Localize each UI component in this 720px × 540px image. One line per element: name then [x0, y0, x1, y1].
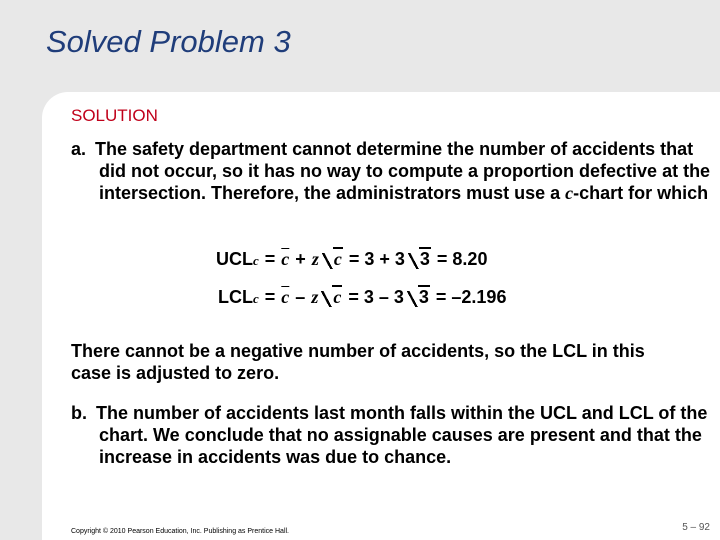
- copyright-footer: Copyright © 2010 Pearson Education, Inc. Publishing as Prentice Hall.: [71, 528, 290, 535]
- part-b-paragraph: b. The number of accidents last month falls within the UCL and LCL of the chart. We conclude that no assignable causes are present and that the increase in accidents was due to chance.: [71, 403, 708, 467]
- ucl-sqrt-cbar: [320, 249, 343, 270]
- ucl-sqrt-3: [406, 249, 431, 270]
- lcl-z: z: [311, 287, 319, 307]
- ucl-result: = 8.20: [436, 249, 488, 269]
- lcl-sqrt-cbar: [319, 287, 342, 308]
- ucl-subscript: c: [253, 253, 259, 268]
- lcl-subscript: c: [253, 291, 259, 306]
- ucl-sqrt-cbar-value: c: [333, 249, 342, 269]
- solution-heading: SOLUTION: [71, 106, 158, 125]
- lcl-sqrt-3: [405, 287, 430, 308]
- ucl-plus: +: [295, 249, 306, 269]
- ucl-sqrt-3-value: 3: [419, 249, 430, 269]
- lcl-minus: –: [295, 287, 306, 307]
- lcl-label: LCL: [218, 287, 253, 307]
- part-a-paragraph: [71, 138, 719, 204]
- lcl-substitution: = 3 – 3: [348, 287, 404, 307]
- c-symbol: c: [565, 183, 574, 203]
- lcl-sqrt-cbar-value: c: [333, 287, 342, 307]
- page-number: 5 – 92: [682, 522, 710, 533]
- lcl-formula: [218, 287, 506, 308]
- ucl-substitution: = 3 + 3: [348, 249, 405, 269]
- part-a-text: a. The safety department cannot determine the number of accidents that did not occur, so it has no way to compute a proportion defective at the intersection. Therefore, the administrators must use a: [71, 139, 711, 203]
- slide-title: Solved Problem 3: [46, 24, 291, 59]
- ucl-label: UCL: [216, 249, 253, 269]
- ucl-z: z: [311, 249, 319, 269]
- part-a-text-end: -chart for which: [573, 183, 709, 203]
- lcl-note: There cannot be a negative number of accidents, so the LCL in this case is adjusted to zero.: [71, 341, 645, 383]
- ucl-equals: =: [264, 249, 276, 269]
- lcl-equals: =: [264, 287, 276, 307]
- lcl-result: = –2.196: [435, 287, 507, 307]
- lcl-sqrt-3-value: 3: [418, 287, 429, 307]
- ucl-formula: [216, 249, 487, 270]
- lcl-cbar: $\overline{c}$: [281, 287, 290, 307]
- ucl-cbar: $\overline{c}$: [281, 249, 290, 269]
